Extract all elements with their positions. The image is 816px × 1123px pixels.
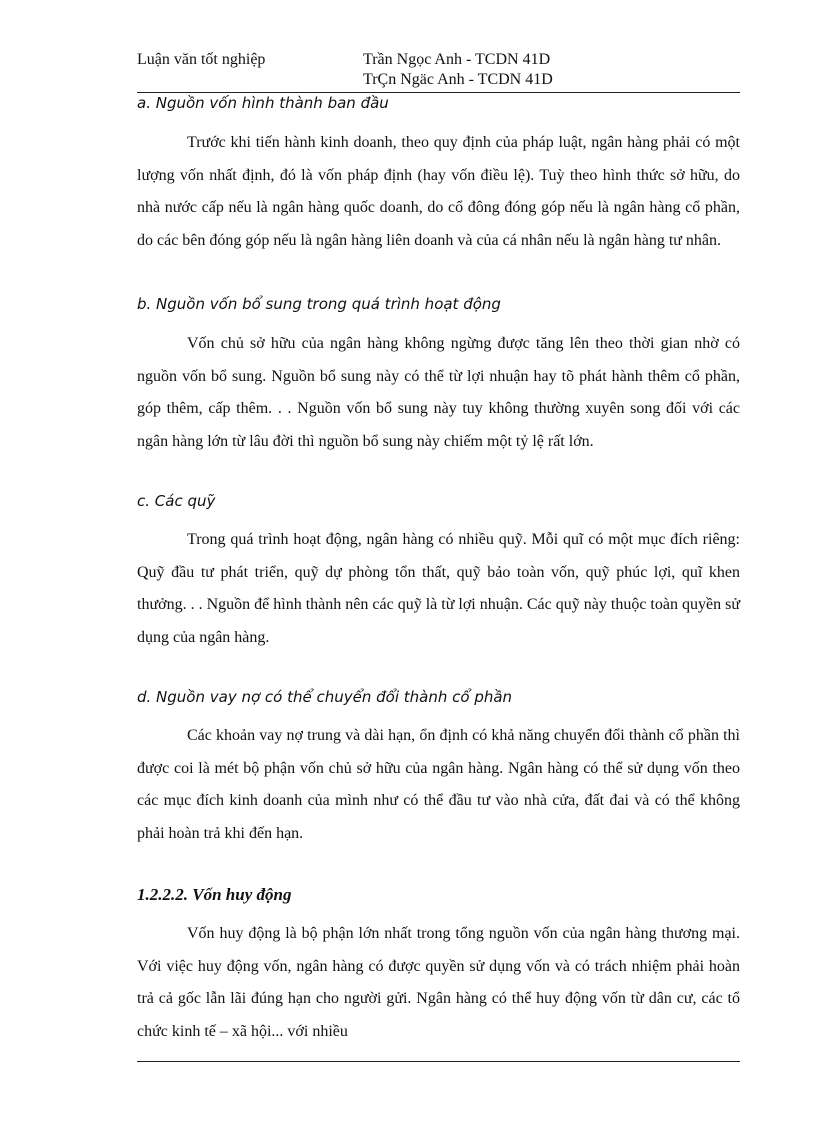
page-body <box>137 92 740 1048</box>
paragraph-a: Trước khi tiến hành kinh doanh, theo quy định của pháp luật, ngân hàng phải có một lượng vốn nhất định, đó là vốn pháp định (hay vốn điều lệ). Tuỳ theo hình thức sở hữu, do nhà nước cấp nếu là ngân hàng quốc doanh, do cổ đông đóng góp nếu là ngân hàng cổ phần, do các bên đóng góp nếu là ngân hàng liên doanh và của cá nhân nếu là ngân hàng tư nhân. <box>137 134 740 249</box>
subsection-title-a: a. Nguồn vốn hình thành ban đầu <box>137 94 389 112</box>
paragraph-d: Các khoản vay nợ trung và dài hạn, ổn định có khả năng chuyển đổi thành cổ phần thì được coi là mét bộ phận vốn chủ sở hữu của ngân hàng. Ngân hàng có thể sử dụng vốn theo các mục đích kinh doanh của mình như có thể đầu tư vào nhà cửa, đất đai và có thể không phải hoàn trả khi đến hạn. <box>137 727 740 842</box>
subsection-title-c: c. Các quỹ <box>137 492 216 510</box>
header-thesis-label: Luận văn tốt nghiệp <box>137 51 266 68</box>
paragraph-b: Vốn chủ sở hữu của ngân hàng không ngừng được tăng lên theo thời gian nhờ có nguồn vốn bổ sung. Nguồn bổ sung này có thể từ lợi nhuận hay tõ phát hành thêm cổ phần, góp thêm, cấp thêm. . . Nguồn vốn bổ sung này tuy không thường xuyên song đối với các ngân hàng lớn từ lâu đời thì nguồn bổ sung này chiếm một tỷ lệ rất lớn. <box>137 335 740 450</box>
header-author <box>363 50 553 90</box>
header-author-line: Trần Ngọc Anh - TCDN 41D <box>363 51 551 68</box>
subsection-title-b: b. Nguồn vốn bổ sung trong quá trình hoạt động <box>137 295 501 313</box>
paragraph-c: Trong quá trình hoạt động, ngân hàng có nhiều quỹ. Mỗi quĩ có một mục đích riêng: Quỹ đầu tư phát triển, quỹ dự phòng tổn thất, quỹ bảo toàn vốn, quỹ phúc lợi, quĩ khen thưởng. . . Nguồn để hình thành nên các quỹ là từ lợi nhuận. Các quỹ này thuộc toàn quyền sử dụng của ngân hàng. <box>137 531 740 646</box>
header-author-line-garbled: TrÇn Ngäc Anh - TCDN 41D <box>363 71 553 88</box>
section-heading-1-2-2-2: 1.2.2.2. Vốn huy động <box>137 885 292 904</box>
paragraph-e: Vốn huy động là bộ phận lớn nhất trong tổng nguồn vốn của ngân hàng thương mại. Với việc huy động vốn, ngân hàng có được quyền sử dụng vốn và có trách nhiệm phải hoàn trả cả gốc lẫn lãi đúng hạn cho người gửi. Ngân hàng có thể huy động vốn từ dân cư, các tổ chức kinh tế – xã hội... với nhiều <box>137 925 740 1040</box>
footer-divider <box>137 1061 740 1062</box>
subsection-title-d: d. Nguồn vay nợ có thể chuyển đổi thành cổ phần <box>137 688 513 706</box>
